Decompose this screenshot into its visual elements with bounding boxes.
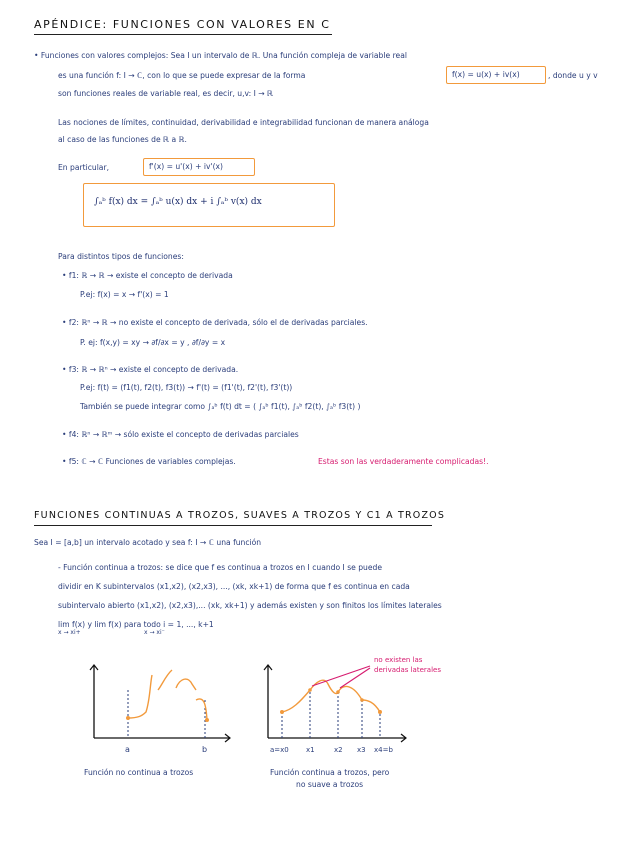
title-underline bbox=[34, 34, 332, 35]
graph1-curve-1 bbox=[128, 675, 152, 718]
graph2-note-line-2: derivadas laterales bbox=[374, 666, 441, 674]
graph2-curve bbox=[282, 680, 380, 712]
f2-example: P. ej: f(x,y) = xy → ∂f/∂x = y , ∂f/∂y = x bbox=[80, 338, 226, 347]
graph-piecewise-continuous bbox=[254, 652, 474, 762]
f5-line: • f5: ℂ → ℂ Funciones de variables complejas. bbox=[62, 457, 236, 466]
graph1-curve-3 bbox=[176, 679, 196, 690]
section-title: FUNCIONES CONTINUAS A TROZOS, SUAVES A TROZOS Y C1 A TROZOS bbox=[34, 510, 446, 521]
limit-sub-2: x → xi⁻ bbox=[144, 629, 165, 636]
nociones-line-2: al caso de las funciones de ℝ a ℝ. bbox=[58, 135, 187, 144]
page-title: APÉNDICE: FUNCIONES CON VALORES EN C bbox=[34, 18, 331, 31]
trozos-line-1: - Función continua a trozos: se dice que f es continua a trozos en I cuando I se puede bbox=[58, 563, 383, 572]
section-title-underline bbox=[34, 525, 432, 526]
graph2-tick-x3: x3 bbox=[357, 746, 366, 754]
particular-label: En particular, bbox=[58, 163, 109, 172]
f2-line: • f2: ℝⁿ → ℝ → no existe el concepto de derivada, sólo el de derivadas parciales. bbox=[62, 318, 368, 327]
trozos-line-3: subintervalo abierto (x1,x2), (x2,x3),... (xk, xk+1) y además existen y son finitos los límites laterales bbox=[58, 601, 442, 610]
intro-line-1: • Funciones con valores complejos: Sea I un intervalo de ℝ. Una función compleja de variable real bbox=[34, 51, 407, 60]
graph2-tick-x4: x4=b bbox=[374, 746, 393, 754]
graph1-tick-b: b bbox=[202, 745, 208, 754]
intro-box-formula: f(x) = u(x) + iv(x) bbox=[452, 70, 520, 79]
tipos-header: Para distintos tipos de funciones: bbox=[58, 252, 184, 261]
graph2-note-line-1: no existen las bbox=[374, 656, 423, 664]
graph1-tick-a: a bbox=[125, 745, 130, 754]
intro-line-2a: es una función f: I → ℂ, con lo que se puede expresar de la forma bbox=[58, 71, 306, 80]
integral-formula: ∫ₐᵇ f(x) dx = ∫ₐᵇ u(x) dx + i ∫ₐᵇ v(x) dx bbox=[94, 197, 262, 207]
graph2-tick-x2: x2 bbox=[334, 746, 343, 754]
intro-line-2b: , donde u y v bbox=[548, 71, 598, 80]
f1-example: P.ej: f(x) = x → f'(x) = 1 bbox=[80, 290, 169, 299]
f3-example: P.ej: f(t) = (f1(t), f2(t), f3(t)) → f'(t) = (f1'(t), f2'(t), f3'(t)) bbox=[80, 383, 293, 392]
f1-line: • f1: ℝ → ℝ → existe el concepto de derivada bbox=[62, 271, 233, 280]
f3-integral: También se puede integrar como ∫ₐᵇ f(t) dt = ( ∫ₐᵇ f1(t), ∫ₐᵇ f2(t), ∫ₐᵇ f3(t) ) bbox=[80, 402, 361, 411]
derivative-formula: f'(x) = u'(x) + iv'(x) bbox=[149, 162, 223, 171]
graph2-caption-1: Función continua a trozos, pero bbox=[270, 768, 390, 777]
intro-line-3: son funciones reales de variable real, es decir, u,v: I → ℝ bbox=[58, 89, 274, 98]
f3-line: • f3: ℝ → ℝⁿ → existe el concepto de derivada. bbox=[62, 365, 239, 374]
nociones-line-1: Las nociones de límites, continuidad, derivabilidad e integrabilidad funcionan de manera análoga bbox=[58, 118, 429, 127]
f5-remark: Estas son las verdaderamente complicadas!. bbox=[318, 457, 489, 466]
graph2-note-arrow-1 bbox=[312, 666, 370, 686]
graph1-caption: Función no continua a trozos bbox=[84, 768, 194, 777]
f4-line: • f4: ℝⁿ → ℝᵐ → sólo existe el concepto de derivadas parciales bbox=[62, 430, 299, 439]
graph2-caption-2: no suave a trozos bbox=[296, 780, 364, 789]
graph2-tick-x1: x1 bbox=[306, 746, 315, 754]
trozos-line-4: lim f(x) y lim f(x) para todo i = 1, ..., k+1 bbox=[58, 620, 214, 629]
limit-sub-1: x → xi+ bbox=[58, 629, 81, 636]
trozos-line-2: dividir en K subintervalos (x1,x2), (x2,x3), ..., (xk, xk+1) de forma que f es continua en cada bbox=[58, 582, 410, 591]
graph-discontinuous bbox=[80, 660, 240, 760]
sea-line: Sea I = [a,b] un intervalo acotado y sea f: I → ℂ una función bbox=[34, 538, 262, 547]
graph2-tick-x0: a=x0 bbox=[270, 746, 289, 754]
graph1-curve-2 bbox=[158, 670, 172, 690]
